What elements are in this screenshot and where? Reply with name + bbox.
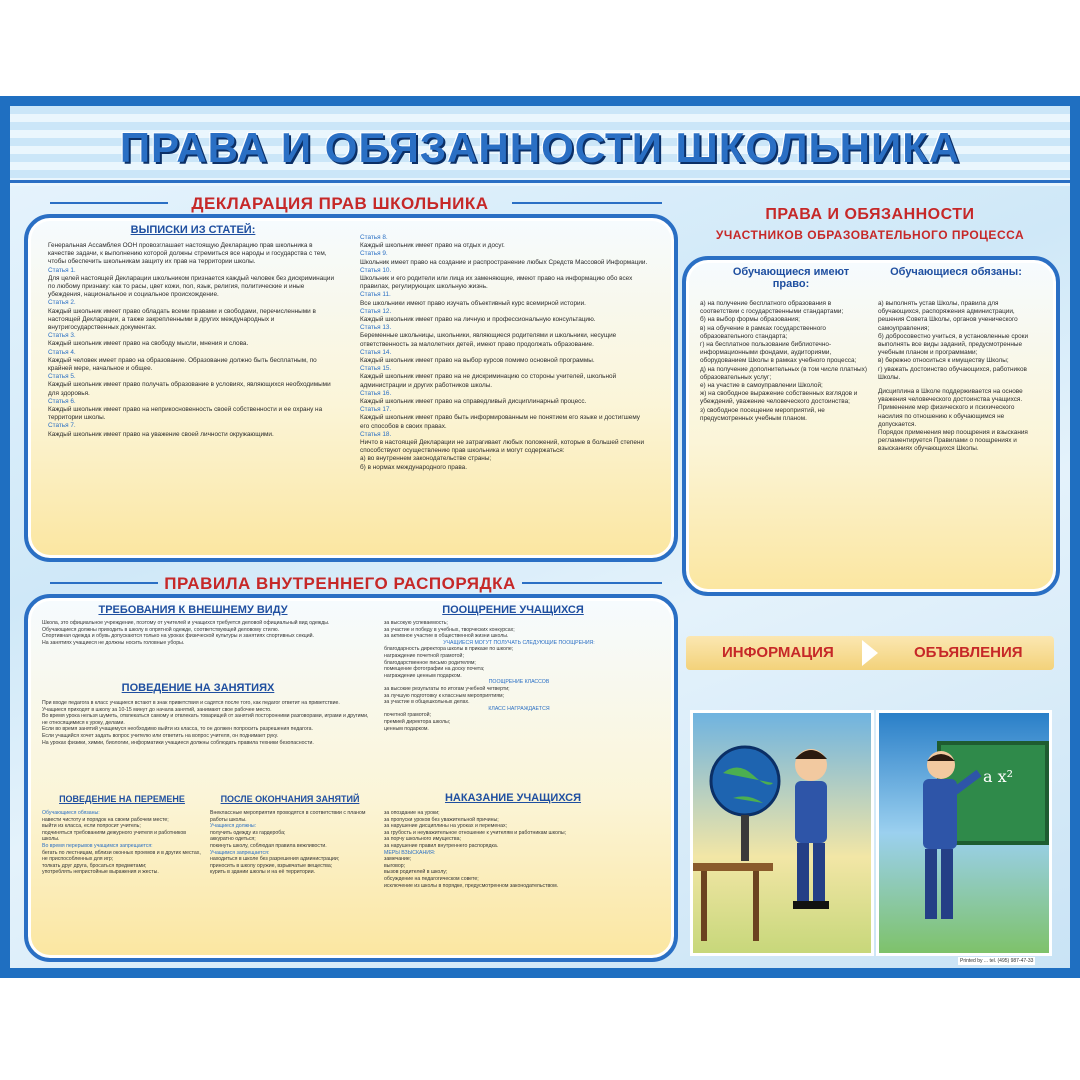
decl-article: Статья 14. — [360, 348, 392, 356]
duties-item: Дисциплина в Школе поддерживается на основе уважения человеческого достоинства учащихся. — [878, 388, 1023, 404]
rule-line: за лучшую подготовку к классным мероприятиям; — [384, 692, 505, 699]
duties-item: а) выполнять устав Школы, правила для обучающихся, распоряжения администрации, решения Совета Школы, органов ученического самоуправления; — [878, 300, 1018, 332]
appearance-text — [42, 620, 372, 646]
participants-panel — [682, 256, 1060, 596]
rule-line: покинуть школу, соблюдая правила вежливости. — [210, 842, 327, 849]
penalty-text — [384, 810, 654, 889]
rewards-head: ПООЩРЕНИЕ УЧАЩИХСЯ — [442, 604, 584, 616]
decl-article: Статья 9. — [360, 250, 388, 258]
rule-line: за опоздание на уроки; — [384, 810, 440, 816]
rule-line: УЧАЩИЕСЯ МОГУТ ПОЛУЧАТЬ СЛЕДУЮЩИЕ ПООЩРЕНИЯ: — [443, 639, 595, 646]
rule-line: выговор; — [384, 862, 406, 869]
rule-line: аккуратно одеться; — [210, 836, 256, 843]
decl-article: Статья 7. — [48, 422, 76, 430]
rights-item: в) на обучение в рамках государственного образовательного стандарта; — [700, 324, 826, 340]
decl-article: Статья 12. — [360, 307, 392, 315]
breaks-head: ПОВЕДЕНИЕ НА ПЕРЕМЕНЕ — [59, 794, 185, 804]
info-label: ИНФОРМАЦИЯ — [722, 644, 834, 661]
after-text — [210, 810, 370, 876]
student-globe-picture — [690, 710, 874, 956]
duties-item: б) добросовестно учиться, в установленные сроки выполнять все виды заданий, предусмотренные учебным планом и программами; — [878, 332, 1029, 357]
decl-article: Статья 18. — [360, 430, 392, 438]
decl-text: б) в нормах международного права. — [360, 463, 467, 471]
rule-line: Учащимся запрещается: — [210, 849, 270, 856]
duties-item: в) бережно относиться к имуществу Школы; — [878, 357, 1009, 365]
rule-line: навести чистоту и порядок на своем рабочем месте; — [42, 816, 169, 823]
decl-text: Каждый школьник имеет право получать образование в условиях, являющихся необходимыми для здоровья. — [48, 381, 331, 397]
student-board-illustration — [879, 713, 1049, 953]
decl-text: Генеральная Ассамблея ООН провозглашает настоящую Декларацию прав школьника в качестве задачи, к выполнению которой должны стремиться все народы и государства с тем, чтобы обеспечить школьникам защиту их прав на территории школы. — [48, 242, 327, 266]
decl-article: Статья 10. — [360, 266, 392, 274]
rule-line: При входе педагога в класс учащиеся встают в знак приветствия и садятся после того, как педагог ответит на приветствие. — [42, 700, 340, 706]
rule-line: Учащиеся приходят в школу за 10-15 минут до начала занятий, занимают свое рабочее место. — [42, 706, 272, 713]
rule-line: Если учащийся хочет задать вопрос учителю или ответить на вопрос учителя, он поднимает руку. — [42, 732, 279, 739]
declaration-left-column — [48, 242, 338, 439]
rule-line: за порчу школьного имущества; — [384, 836, 461, 843]
rule-line: курить в здании школы и на её территории. — [210, 869, 316, 876]
rule-line: за участие и победу в учебных, творческих конкурсах; — [384, 626, 515, 633]
rule-line: почетной грамотой; — [384, 712, 432, 719]
declaration-title: ДЕКЛАРАЦИЯ ПРАВ ШКОЛЬНИКА — [191, 194, 489, 213]
rule-line: Внеклассные мероприятия проводятся в соответствии с планом работы школы. — [210, 810, 366, 823]
declaration-subtitle: ВЫПИСКИ ИЗ СТАТЕЙ: — [130, 224, 256, 236]
declaration-rule-left — [50, 202, 168, 204]
rights-item: а) на получение бесплатного образования в соответствии с государственными стандартами; — [700, 300, 844, 316]
decl-text: а) во внутреннем законодательстве страны; — [360, 455, 492, 463]
student-board-picture — [876, 710, 1052, 956]
decl-article: Статья 3. — [48, 332, 76, 340]
decl-article: Статья 2. — [48, 299, 76, 307]
rule-line: Учащиеся должны: — [210, 823, 257, 830]
duties-list — [878, 300, 1038, 454]
rewards-text — [384, 620, 654, 732]
rule-line: Школа, это официальное учреждение, поэтому от учителей и учащихся требуется деловой официальный вид одежды. — [42, 620, 330, 626]
rights-item: ж) на свободное выражение собственных взглядов и убеждений, уважение человеческого достоинства; — [700, 390, 858, 406]
lessons-text — [42, 700, 372, 746]
poster-title: ПРАВА И ОБЯЗАННОСТИ ШКОЛЬНИКА — [119, 124, 961, 171]
title-rule — [10, 180, 1070, 183]
rule-line: толкать друг друга, бросаться предметами; — [42, 862, 147, 869]
rule-line: КЛАСС НАГРАЖДАЕТСЯ — [488, 705, 550, 712]
student-globe-illustration — [693, 713, 871, 953]
decl-article: Статья 13. — [360, 324, 392, 332]
decl-text: Беременные школьницы, школьники, являющиеся родителями и школьники, несущие ответственность за малолетних детей, имеют право продолжать образование. — [360, 332, 617, 348]
rule-line: за высокие результаты по итогам учебной четверти; — [384, 685, 510, 692]
decl-text: Ничто в настоящей Декларации не затрагивает любых положений, которые в большей степени способствуют осуществлению прав школьника и могут содержаться: — [360, 439, 645, 455]
poster-inner — [10, 106, 1070, 968]
rule-line: Если во время занятий учащемуся необходимо выйти из класса, то он должен попросить разрешения педагога. — [42, 726, 313, 733]
after-head: ПОСЛЕ ОКОНЧАНИЯ ЗАНЯТИЙ — [220, 794, 360, 804]
rule-line: Во время перерывов учащимся запрещается: — [42, 842, 153, 849]
rule-line: Спортивная одежда и обувь допускаются только на уроках физической культуры и занятиях спортивных секций. — [42, 633, 314, 640]
rule-line: МЕРЫ ВЗЫСКАНИЯ: — [384, 849, 436, 856]
rule-line: Во время урока нельзя шуметь, отвлекаться самому и отвлекать товарищей от занятий посторонними разговорами, играми и другими, не относящимися к уроку, делами. — [42, 713, 369, 726]
rule-line: премией директора школы; — [384, 718, 451, 725]
rule-line: бегать по лестницам, вблизи оконных проемов и в других местах, не приспособленных для игр; — [42, 849, 201, 863]
rule-line: подчиняться требованиям дежурного учителя и работников школы. — [42, 829, 187, 843]
penalty-head: НАКАЗАНИЕ УЧАЩИХСЯ — [444, 792, 582, 804]
rule-line: помещение фотографии на доску почета; — [384, 666, 485, 673]
rule-line: Обучающиеся должны приходить в школу в опрятной одежде, соответствующей деловому стилю. — [42, 626, 280, 633]
decl-text: Каждый школьник имеет право на личную и профессиональную консультацию. — [360, 316, 596, 324]
rule-line: обсуждение на педагогическом совете; — [384, 875, 479, 882]
decl-text: Школьник и его родители или лица их заменяющие, имеют право на информацию обо всех правилах, регулирующих школьную жизнь. — [360, 275, 633, 291]
rule-line: На уроках физики, химии, биологии, информатики учащиеся должны соблюдать правила техники безопасности. — [42, 739, 314, 746]
rule-line: награждение почетной грамотой; — [384, 652, 464, 659]
rule-line: выйти из класса, если попросит учитель; — [42, 823, 141, 830]
participants-title: ПРАВА И ОБЯЗАННОСТИ — [765, 206, 975, 223]
rule-line: за нарушение правил внутреннего распорядка. — [384, 842, 499, 849]
decl-text: Каждый школьник имеет право на выбор курсов помимо основной программы. — [360, 357, 595, 365]
rule-line: за высокую успеваемость; — [384, 620, 448, 626]
rule-line: благодарственное письмо родителям; — [384, 659, 476, 666]
rule-line: замечание; — [384, 856, 412, 863]
rule-line: находиться в школе без разрешения администрации; — [210, 856, 340, 863]
decl-article: Статья 15. — [360, 365, 392, 373]
duties-item: Применение мер физического и психического насилия по отношению к обучающимся не допускается. — [878, 404, 1015, 428]
decl-text: Каждый школьник имеет право на уважение своей личности окружающими. — [48, 430, 274, 438]
rule-line: за грубость и неуважительное отношение к учителям и работникам школы; — [384, 829, 566, 836]
decl-article: Статья 17. — [360, 406, 392, 414]
rights-head: Обучающиеся имеют право: — [732, 266, 850, 290]
rule-line: употреблять непристойные выражения и жесты. — [42, 869, 159, 876]
decl-text: Каждый школьник имеет право обладать всеми правами и свободами, перечисленными в настоящей Декларации, а также закрепленными в других международных и внутригосударственных документах. — [48, 307, 316, 332]
decl-text: Школьник имеет право на создание и распространение любых Средств Массовой Информации. — [360, 258, 648, 266]
rules-panel — [24, 594, 678, 962]
duties-head: Обучающиеся обязаны: — [890, 266, 1022, 278]
decl-text: Каждый школьник имеет право на отдых и досуг. — [360, 242, 505, 250]
duties-item: Порядок применения мер поощрения и взыскания регламентируется Правилами о поощрениях и взысканиях обучающихся Школы. — [878, 429, 1028, 453]
participants-subtitle: УЧАСТНИКОВ ОБРАЗОВАТЕЛЬНОГО ПРОЦЕССА — [715, 228, 1025, 242]
rules-rule-right — [522, 582, 662, 584]
breaks-text — [42, 810, 202, 876]
declaration-right-column — [360, 234, 650, 472]
rule-line: вызов родителей в школу; — [384, 869, 448, 876]
decl-text: Для целей настоящей Декларации школьником признается каждый человек без дискриминации по любому признаку: как то расы, цвет кожи, пол, язык, религия, политические и иные убеждения, национальное и социальное происхождение. — [48, 274, 335, 299]
rule-line: исключение из школы в порядке, предусмотренном законодательством. — [384, 882, 559, 889]
rule-line: Обучающиеся обязаны: — [42, 810, 100, 816]
rule-line: получить одежду из гардероба; — [210, 829, 286, 836]
rule-line: ценным подарком. — [384, 725, 429, 732]
poster-board — [0, 96, 1080, 978]
declaration-rule-right — [512, 202, 662, 204]
rights-item: д) на получение дополнительных (в том числе платных) образовательных услуг; — [700, 365, 867, 381]
decl-text: Все школьники имеют право изучать объективный курс всемирной истории. — [360, 299, 586, 307]
decl-article: Статья 6. — [48, 397, 76, 405]
rights-list — [700, 300, 868, 423]
rule-line: за участие в общешкольных делах. — [384, 699, 470, 706]
decl-text: Каждый школьник имеет право на неприкосновенность своей собственности и ее охрану на территории школы. — [48, 406, 323, 422]
decl-text: Каждый школьник имеет право на не дискриминацию со стороны учителей, школьной администрации и других работников школы. — [360, 373, 617, 389]
rights-item: з) свободное посещение мероприятий, не предусмотренных учебным планом. — [700, 406, 825, 422]
decl-text: Каждый школьник имеет право на свободу мысли, мнения и слова. — [48, 340, 249, 348]
decl-text: Каждый школьник имеет право на справедливый дисциплинарный процесс. — [360, 398, 587, 406]
lessons-head: ПОВЕДЕНИЕ НА ЗАНЯТИЯХ — [121, 682, 275, 694]
board-math-text: a x² — [983, 767, 1014, 786]
rule-line: ПООЩРЕНИЕ КЛАССОВ — [488, 679, 550, 686]
rule-line: за нарушение дисциплины на уроках и переменах; — [384, 823, 508, 830]
decl-article: Статья 11. — [360, 291, 391, 299]
rights-item: б) на выбор формы образования; — [700, 316, 800, 324]
rule-line: На занятиях учащиеся не должны носить головные уборы. — [42, 639, 185, 646]
rules-rule-left — [50, 582, 158, 584]
info-band — [686, 636, 1054, 670]
rule-line: за пропуски уроков без уважительной причины; — [384, 816, 499, 823]
decl-article: Статья 16. — [360, 389, 392, 397]
divider-arrow — [862, 640, 878, 666]
decl-article: Статья 5. — [48, 373, 76, 381]
rules-title: ПРАВИЛА ВНУТРЕННЕГО РАСПОРЯДКА — [164, 574, 516, 593]
rule-line: приносить в школу оружие, взрывчатые вещества; — [210, 862, 333, 869]
announcements-label: ОБЪЯВЛЕНИЯ — [914, 644, 1023, 661]
decl-text: Каждый человек имеет право на образование. Образование должно быть бесплатным, по крайней мере, начальное и общее. — [48, 356, 317, 373]
decl-article: Статья 4. — [48, 348, 76, 356]
rights-item: е) на участие в самоуправлении Школой; — [700, 382, 823, 390]
decl-text: Каждый школьник имеет право быть информированным не понятием его языке и достигшему его способов в своих правах. — [360, 414, 640, 430]
publisher-tag: Printed by ... tel. (495) 987-47-33 — [960, 958, 1034, 964]
rights-item: г) на бесплатное пользование библиотечно-информационными фондами, аудиториями, оборудованием Школы в рамках учебного процесса; — [700, 341, 857, 365]
rule-line: награждение ценным подарком. — [384, 672, 462, 679]
rule-line: благодарность директора школы в приказе по школе; — [384, 646, 514, 653]
decl-article: Статья 1. — [48, 266, 76, 274]
duties-item: г) уважать достоинство обучающихся, работников Школы. — [878, 365, 1027, 381]
declaration-panel — [24, 214, 678, 562]
appearance-head: ТРЕБОВАНИЯ К ВНЕШНЕМУ ВИДУ — [98, 604, 288, 616]
decl-article: Статья 8. — [360, 234, 388, 241]
rule-line: за активное участие в общественной жизни школы. — [384, 633, 509, 640]
